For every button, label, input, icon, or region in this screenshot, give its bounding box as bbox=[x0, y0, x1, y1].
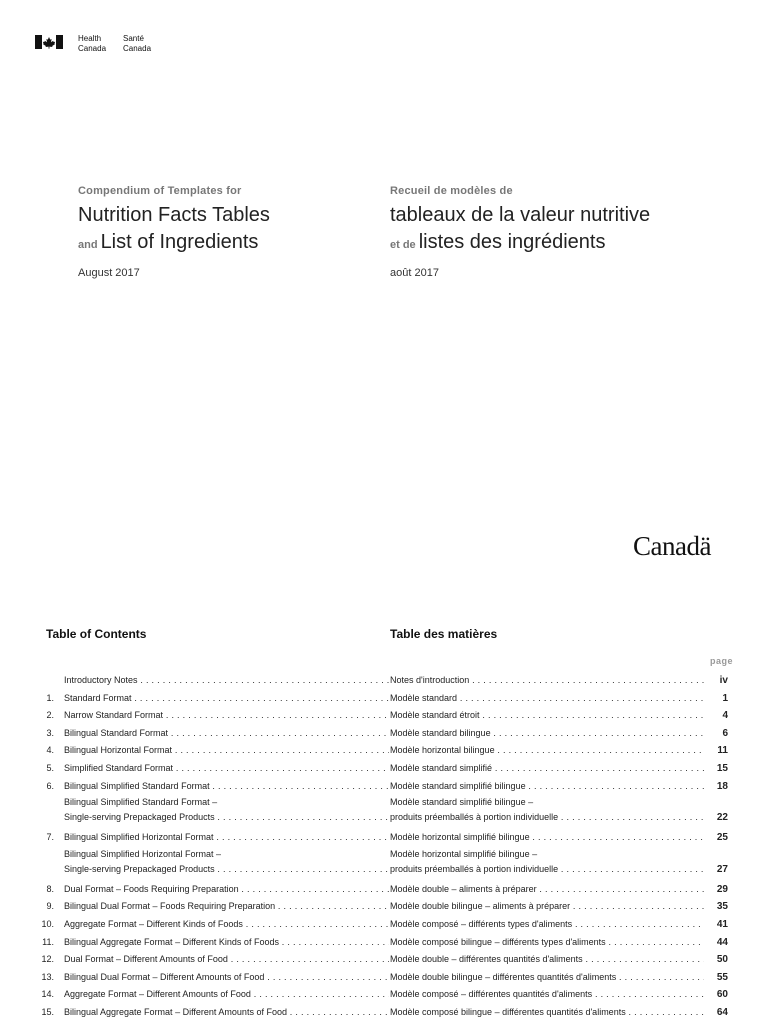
toc-entry-fr-line1: Modèle standard simplifié bilingue – bbox=[390, 797, 534, 808]
toc-item-number: 9. bbox=[46, 901, 54, 912]
toc-entry-fr: Modèle composé – différents types d'aliments . . . bbox=[390, 916, 712, 934]
department-name-en bbox=[78, 34, 106, 53]
toc-item-number: 3. bbox=[46, 727, 54, 738]
toc-entry-fr-line1: Modèle horizontal simplifié bilingue – bbox=[390, 848, 538, 859]
toc-item-number: 5. bbox=[46, 762, 54, 773]
toc-entry-en-line1: Bilingual Simplified Horizontal Format – bbox=[64, 848, 222, 859]
toc-page-number: 64 bbox=[704, 1004, 728, 1022]
toc-page-number: 41 bbox=[704, 916, 728, 934]
toc-page-number: 44 bbox=[704, 934, 728, 952]
toc-row[interactable] bbox=[38, 690, 732, 708]
toc-item-number: 15. bbox=[41, 1006, 54, 1017]
toc-entry-fr: Modèle standard bilingue . . . bbox=[390, 725, 712, 743]
toc-row[interactable] bbox=[38, 881, 732, 899]
toc-entry-fr: Modèle horizontal bilingue . . . bbox=[390, 742, 712, 760]
department-fr-line1: Santé bbox=[123, 34, 144, 43]
department-en-line1: Health bbox=[78, 34, 102, 43]
toc-row[interactable] bbox=[38, 847, 732, 877]
toc-entry-fr: Modèle composé – différentes quantités d'aliments . . . bbox=[390, 986, 712, 1004]
toc-row[interactable] bbox=[38, 986, 732, 1004]
toc-entry-fr-line2: produits préemballés à portion individuelle . . . bbox=[390, 862, 712, 877]
department-en-line2: Canada bbox=[78, 43, 107, 53]
toc-entry-fr: Modèle double – aliments à préparer . . . bbox=[390, 881, 712, 899]
toc-item-number: 2. bbox=[46, 710, 54, 721]
title-en-line2: List of Ingredients bbox=[100, 231, 259, 253]
toc-row[interactable] bbox=[38, 934, 732, 952]
toc-entry-en: Dual Format – Different Amounts of Food . . . bbox=[64, 951, 389, 969]
toc-row[interactable] bbox=[38, 778, 732, 796]
toc-row[interactable] bbox=[38, 1004, 732, 1022]
canada-flag-icon bbox=[35, 35, 63, 49]
toc-page-number: 15 bbox=[704, 760, 728, 778]
toc-entry-en: Bilingual Horizontal Format . . . bbox=[64, 742, 389, 760]
toc-row[interactable] bbox=[38, 969, 732, 987]
toc-item-number: 4. bbox=[46, 745, 54, 756]
toc-entry-en: Bilingual Standard Format . . . bbox=[64, 725, 389, 743]
toc-entry-fr: Modèle standard simplifié bilingue . . . bbox=[390, 778, 712, 796]
toc-entry-en: Bilingual Dual Format – Foods Requiring Preparation . . . bbox=[64, 898, 389, 916]
toc-entry-en-line1: Bilingual Simplified Standard Format – bbox=[64, 797, 218, 808]
toc-entry-en: Aggregate Format – Different Kinds of Foods . . . bbox=[64, 916, 389, 934]
department-fr-line2: Canada bbox=[123, 43, 152, 53]
toc-entry-en: Bilingual Simplified Horizontal Format . . . bbox=[64, 829, 389, 847]
toc-row[interactable] bbox=[38, 760, 732, 778]
title-en-line2-wrap bbox=[78, 231, 258, 254]
toc-entry-en: Standard Format . . . bbox=[64, 690, 389, 708]
toc-entry-fr: Modèle composé bilingue – différentes quantités d'aliments . . . bbox=[390, 1004, 712, 1022]
toc-entry-fr: Modèle double bilingue – aliments à préparer . . . bbox=[390, 898, 712, 916]
toc-page-number: 60 bbox=[704, 986, 728, 1004]
toc-entry-en: Dual Format – Foods Requiring Preparation . . . bbox=[64, 881, 389, 899]
title-en-line1: Nutrition Facts Tables bbox=[78, 204, 270, 226]
toc-entry-en: Narrow Standard Format . . . bbox=[64, 707, 389, 725]
toc-item-number: 6. bbox=[46, 780, 54, 791]
toc-entry-en: Bilingual Aggregate Format – Different Kinds of Foods . . . bbox=[64, 934, 389, 952]
toc-page-number: 18 bbox=[704, 778, 728, 796]
toc-entry-fr: Modèle double bilingue – différentes quantités d'aliments . . . bbox=[390, 969, 712, 987]
toc-entry-en: Introductory Notes . . . bbox=[64, 672, 389, 690]
toc-item-number: 1. bbox=[46, 692, 54, 703]
toc-title-fr: Table des matières bbox=[390, 627, 498, 641]
toc-entry-en-line2: Single-serving Prepackaged Products . . . bbox=[64, 862, 389, 877]
toc-title-en: Table of Contents bbox=[46, 627, 147, 641]
toc-item-number: 10. bbox=[41, 918, 54, 929]
toc-page-number: 4 bbox=[704, 707, 728, 725]
toc-entry-fr: Modèle standard simplifié . . . bbox=[390, 760, 712, 778]
toc-row[interactable] bbox=[38, 898, 732, 916]
toc-list bbox=[38, 672, 732, 1022]
title-fr-prefix: Recueil de modèles de bbox=[390, 185, 513, 197]
title-fr-date: août 2017 bbox=[390, 267, 439, 279]
toc-page-number: 11 bbox=[704, 742, 728, 760]
toc-page-number: iv bbox=[704, 672, 728, 690]
toc-entry-fr-line2: produits préemballés à portion individuelle . . . bbox=[390, 810, 712, 825]
canada-wordmark: Canadä bbox=[633, 531, 711, 561]
title-fr-connector: et de bbox=[390, 239, 416, 251]
toc-item-number: 11. bbox=[42, 936, 54, 947]
toc-page-number: 25 bbox=[704, 829, 728, 847]
title-en-prefix: Compendium of Templates for bbox=[78, 185, 242, 197]
toc-page-number: 27 bbox=[704, 862, 728, 877]
toc-entry-en: Bilingual Dual Format – Different Amounts of Food . . . bbox=[64, 969, 389, 987]
toc-entry-en-line2: Single-serving Prepackaged Products . . . bbox=[64, 810, 389, 825]
toc-item-number: 8. bbox=[46, 883, 54, 894]
toc-page-number: 50 bbox=[704, 951, 728, 969]
toc-item-number: 7. bbox=[46, 832, 54, 843]
toc-item-number: 13. bbox=[41, 971, 54, 982]
toc-entry-fr: Modèle composé bilingue – différents types d'aliments . . . bbox=[390, 934, 712, 952]
toc-row[interactable] bbox=[38, 829, 732, 847]
toc-entry-fr: Modèle horizontal simplifié bilingue . . . bbox=[390, 829, 712, 847]
toc-entry-fr: Modèle standard étroit . . . bbox=[390, 707, 712, 725]
toc-row[interactable] bbox=[38, 672, 732, 690]
toc-entry-en: Simplified Standard Format . . . bbox=[64, 760, 389, 778]
toc-row[interactable] bbox=[38, 742, 732, 760]
toc-row[interactable] bbox=[38, 725, 732, 743]
toc-page-number: 6 bbox=[704, 725, 728, 743]
toc-entry-en: Bilingual Aggregate Format – Different Amounts of Food . . . bbox=[64, 1004, 389, 1022]
toc-entry-en: Aggregate Format – Different Amounts of Food . . . bbox=[64, 986, 389, 1004]
toc-row[interactable] bbox=[38, 795, 732, 825]
toc-row[interactable] bbox=[38, 707, 732, 725]
toc-entry-en: Bilingual Simplified Standard Format . . . bbox=[64, 778, 389, 796]
toc-row[interactable] bbox=[38, 916, 732, 934]
title-fr-line1: tableaux de la valeur nutritive bbox=[390, 204, 651, 226]
toc-page-label: page bbox=[710, 656, 734, 666]
toc-entry-fr: Notes d'introduction . . . bbox=[390, 672, 712, 690]
toc-row[interactable] bbox=[38, 951, 732, 969]
toc-page-number: 55 bbox=[704, 969, 728, 987]
title-en-date: August 2017 bbox=[78, 267, 140, 279]
title-fr-line2: listes des ingrédients bbox=[418, 231, 606, 253]
toc-page-number: 1 bbox=[704, 690, 728, 708]
toc-item-number: 14. bbox=[41, 989, 54, 1000]
toc-page-number: 22 bbox=[704, 810, 728, 825]
toc-page-number: 35 bbox=[704, 898, 728, 916]
toc-entry-fr: Modèle standard . . . bbox=[390, 690, 712, 708]
toc-page-number: 29 bbox=[704, 881, 728, 899]
department-name-fr bbox=[123, 34, 151, 53]
title-fr-line2-wrap bbox=[390, 231, 605, 254]
toc-entry-fr: Modèle double – différentes quantités d'aliments . . . bbox=[390, 951, 712, 969]
title-en-connector: and bbox=[78, 239, 98, 251]
toc-item-number: 12. bbox=[41, 954, 54, 965]
